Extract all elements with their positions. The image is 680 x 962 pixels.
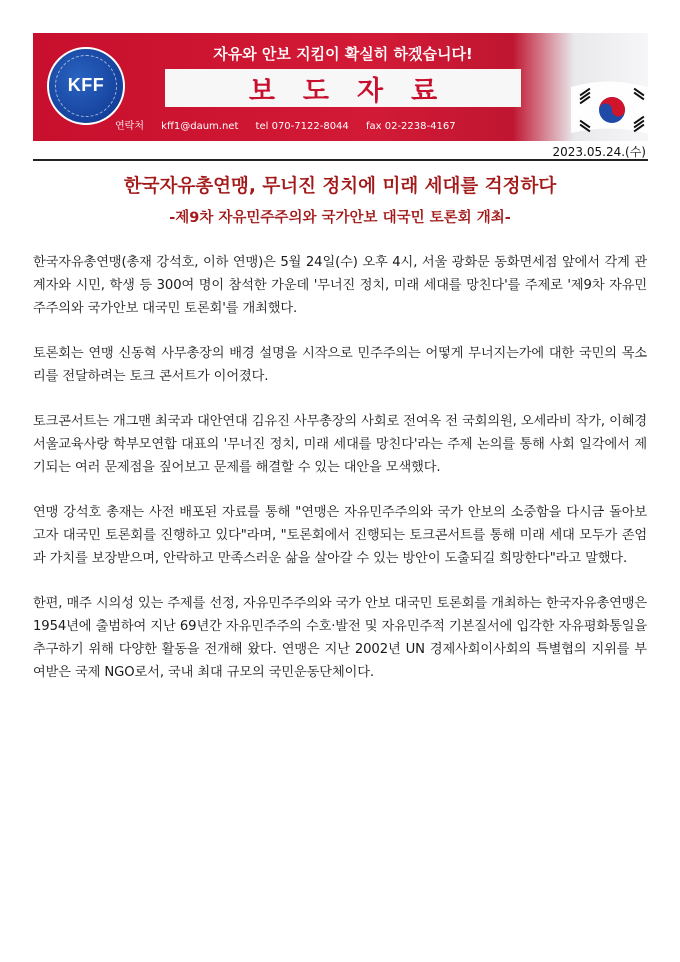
korean-flag-icon: [567, 79, 648, 139]
article-body: [33, 251, 647, 706]
contact-label: 연락처: [115, 121, 144, 132]
paragraph-3: 토크콘서트는 개그맨 최국과 대안연대 김유진 사무총장의 사회로 전여옥 전 국회의원, 오세라비 작가, 이혜경 서울교육사랑 학부모연합 대표의 '무너진 정치, 미래 세대를 망친다'라는 주제 논의를 통해 사회 일각에서 제기되는 여러 문제점을 짚어보고 문제를 해결할 수 있는 대안을 모색했다.: [33, 414, 647, 475]
headline: 한국자유총연맹, 무너진 정치에 미래 세대를 걱정하다: [123, 176, 557, 197]
logo-text: KFF: [67, 75, 105, 95]
paragraph-5: 한편, 매주 시의성 있는 주제를 선정, 자유민주주의와 국가 안보 대국민 토론회를 개최하는 한국자유총연맹은 1954년에 출범하여 지난 69년간 자유민주주의 수호·발전 및 자유민주적 기본질서에 입각한 자유평화통일을 추구하기 위해 다양한 활동을 전개해 왔다. 연맹은 지난 2002년 UN 경제사회이사회의 특별협의 지위를 부여받은 국제 NGO로서, 국내 최대 규모의 국민운동단체이다.: [33, 596, 647, 680]
press-banner: [33, 33, 648, 141]
paragraph-1: 한국자유총연맹(총재 강석호, 이하 연맹)은 5월 24일(수) 오후 4시, 서울 광화문 동화면세점 앞에서 각계 관계자와 시민, 학생 등 300여 명이 참석한 가운데 '무너진 정치, 미래 세대를 망친다'를 주제로 '제9차 자유민주주의와 국가안보 대국민 토론회'를 개최했다.: [33, 255, 647, 316]
banner-contact: [115, 117, 555, 132]
banner-title-box: [165, 69, 521, 107]
contact-email: kff1@daum.net: [161, 121, 239, 132]
release-date: 2023.05.24.(수): [552, 145, 646, 159]
subheadline: -제9차 자유민주주의와 국가안보 대국민 토론회 개최-: [169, 210, 511, 226]
paragraph-2: 토론회는 연맹 신동혁 사무총장의 배경 설명을 시작으로 민주주의는 어떻게 무너지는가에 대한 국민의 목소리를 전달하려는 토크 콘서트가 이어졌다.: [33, 346, 647, 384]
banner-title: 보도자료: [248, 75, 466, 107]
paragraph-4: 연맹 강석호 총재는 사전 배포된 자료를 통해 "연맹은 자유민주주의와 국가 안보의 소중함을 다시금 돌아보고자 대국민 토론회를 진행하고 있다"라며, "토론회에서 진행되는 토크콘서트를 통해 미래 세대 모두가 존엄과 가치를 보장받으며, 안락하고 만족스러운 삶을 살아갈 수 있는 방안이 도출되길 희망한다"라고 말했다.: [33, 505, 647, 566]
contact-tel: tel 070-7122-8044: [255, 121, 349, 132]
banner-slogan: 자유와 안보 지킴이 확실히 하겠습니다!: [213, 45, 473, 63]
header-divider: [33, 159, 648, 161]
kff-logo-icon: [47, 47, 125, 125]
contact-fax: fax 02-2238-4167: [365, 121, 456, 132]
